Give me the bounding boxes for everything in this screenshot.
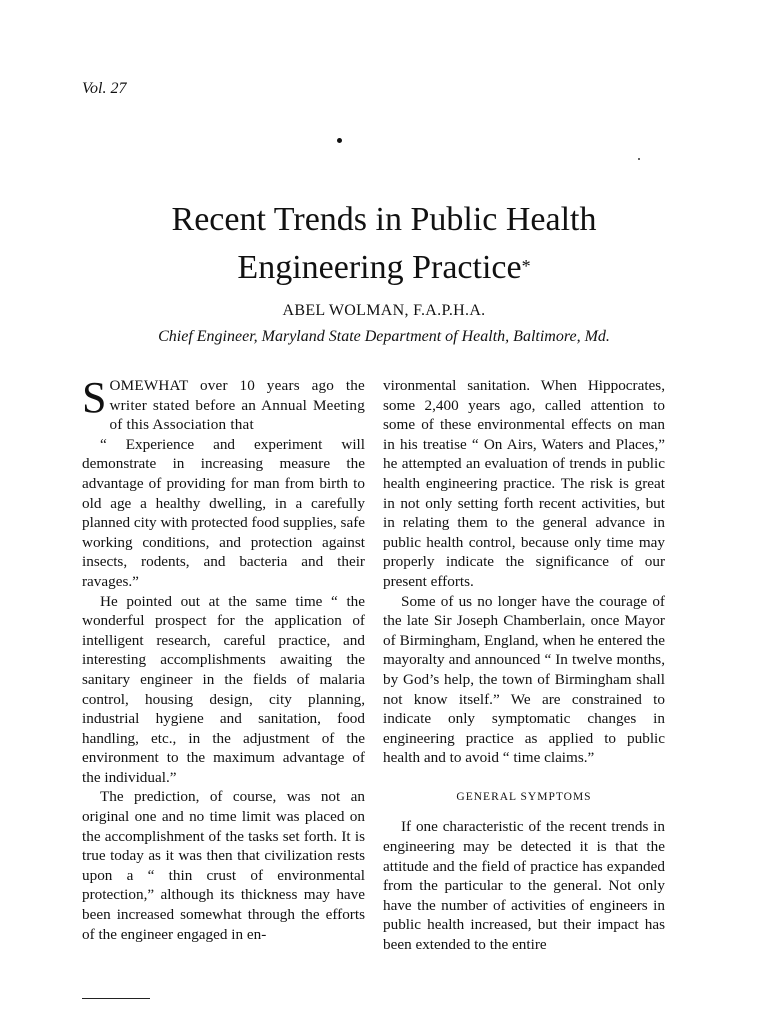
title-line-1: Recent Trends in Public Health xyxy=(171,201,597,238)
article-title xyxy=(100,196,668,292)
section-heading: GENERAL SYMPTOMS xyxy=(456,790,592,803)
footnote-divider xyxy=(82,998,150,999)
paragraph-left-2: He pointed out at the same time “ the wonderful prospect for the application of intelligent research, careful practice, and interesting accomplishments awaiting the sanitary engineer in the fields of malaria control, housing design, city planning, industrial hygiene and sanitation, food handling, etc., in the adjustment of the environment to the maximum advantage of the individual.” xyxy=(82,592,365,786)
volume-label: Vol. 27 xyxy=(82,80,127,97)
quoted-passage: “ Experience and experiment will demonstrate in increasing measure the advantage of providing for man from birth to old age a healthy dwelling, in a carefully planned city with protected food supplies, safe working conditions, and protection against insects, rodents, and bacteria and their ravages.” xyxy=(82,435,366,590)
print-speck xyxy=(638,158,640,160)
paragraph-right-1: vironmental sanitation. When Hippocrates, some 2,400 years ago, called attention to some of these environmental effects on man in his treatise “ On Airs, Waters and Places,” he attempted an evaluation of trends in public health engineering practice. The risk is great in not only setting forth recent activities, but in relating them to the general advance in public health control, because only time may properly indicate the significance of our present efforts. xyxy=(383,377,665,590)
author-name: ABEL WOLMAN, F.A.P.H.A. xyxy=(282,302,486,319)
drop-cap: S xyxy=(82,373,107,422)
opening-paragraph xyxy=(82,373,365,435)
title-line-2-text: Engineering Practice xyxy=(237,249,522,286)
paragraph-left-3: The prediction, of course, was not an original one and no time limit was placed on the accomplishment of the tasks set forth. It is true today as it was then that civilization rests upon a “ thin crust of environmental protection,” although its thickness may have been increased somewhat through the efforts of the engineer engaged in en- xyxy=(82,788,365,943)
ornament-dot xyxy=(337,138,342,143)
paragraph-right-3: If one characteristic of the recent trends in engineering may be detected it is that the attitude and the field of practice has expanded from the particular to the general. Not only have the number of activities of engineers in public health increased, but their impact has been extended to the entire xyxy=(383,818,665,954)
paragraph-right-2: Some of us no longer have the courage of the late Sir Joseph Chamberlain, once Mayor of Birmingham, England, when he entered the mayoralty and announced “ In twelve months, by God’s help, the town of Birmingham shall not know itself.” We are constrained to indicate only symptomatic changes in engineering practice as applied to public health and to avoid “ time claims.” xyxy=(383,592,665,767)
author-affiliation: Chief Engineer, Maryland State Department of Health, Baltimore, Md. xyxy=(158,328,610,345)
title-line-2 xyxy=(100,244,668,292)
opening-text: OMEWHAT over 10 years ago the writer stated before an Annual Meeting of this Association that xyxy=(109,377,365,434)
left-column xyxy=(82,373,366,944)
right-column xyxy=(383,376,665,955)
title-footnote-mark: * xyxy=(521,256,531,276)
